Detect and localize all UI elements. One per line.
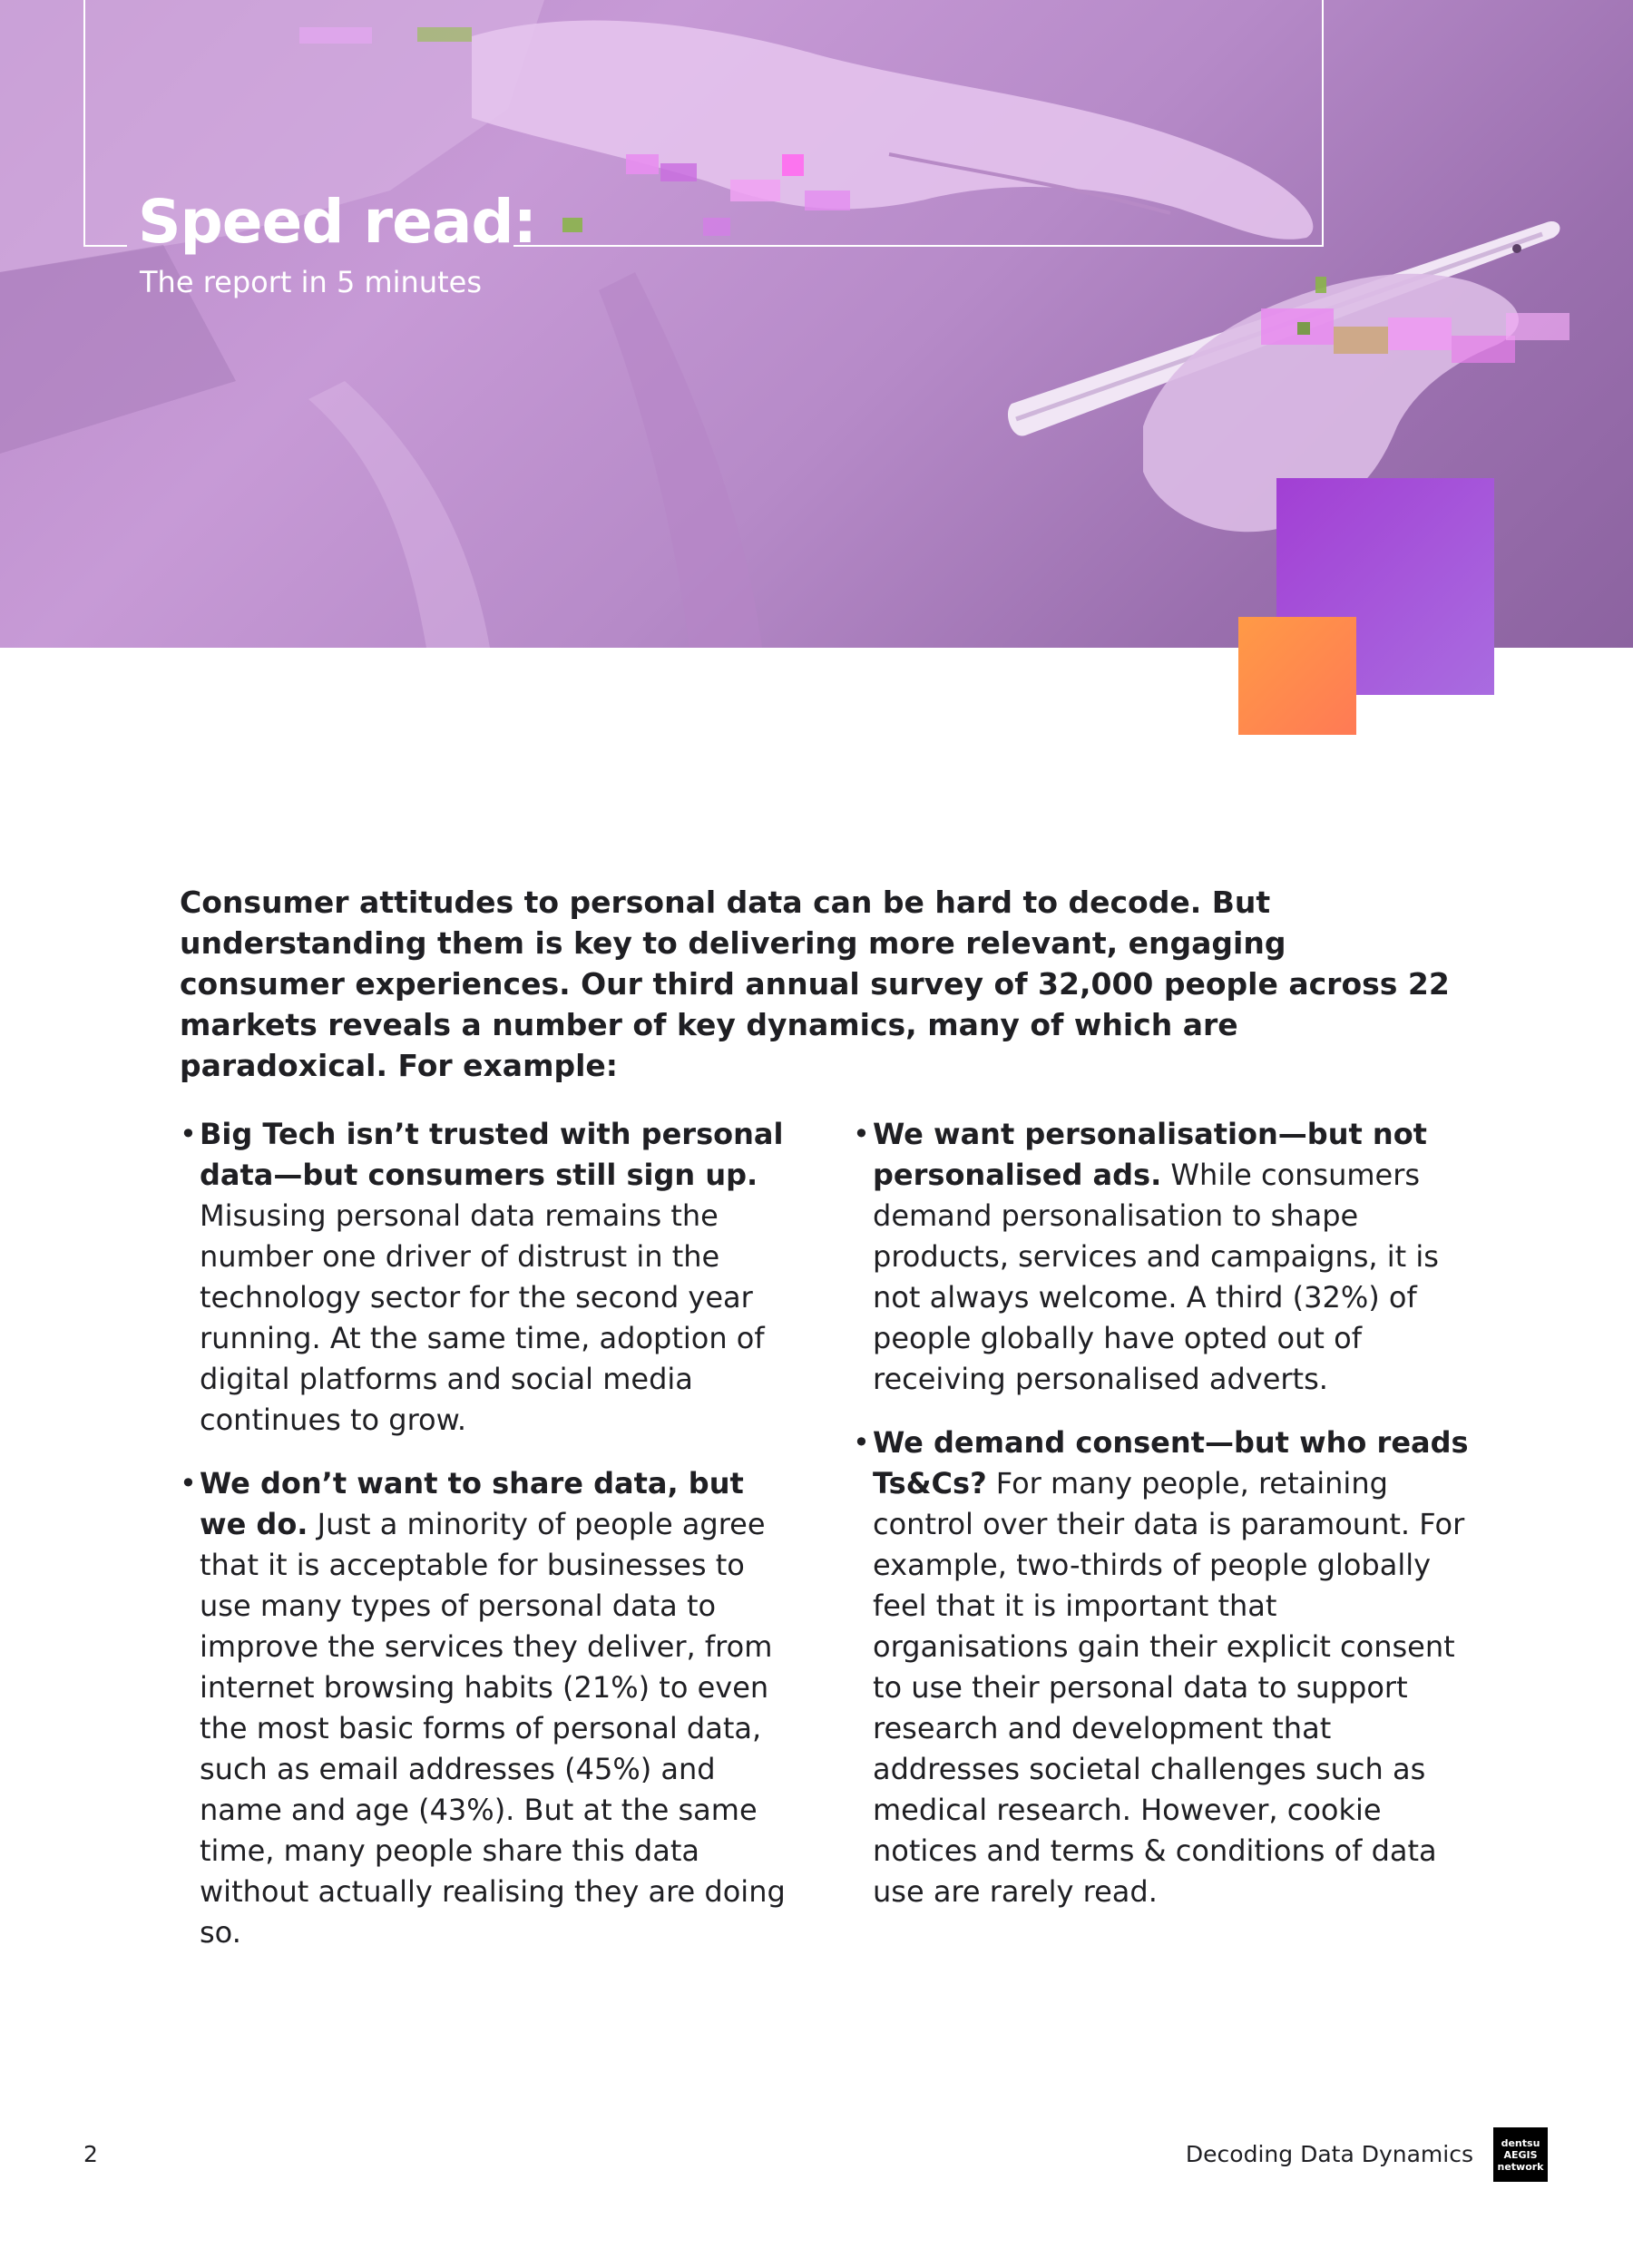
logo-line: network bbox=[1497, 2160, 1544, 2173]
bullet-body: Just a minority of people agree that it is acceptable for businesses to use many types of personal data to improve the services they deliver, from internet browsing habits (21%) to even the most basic forms of personal data, such as email addresses (45%) and name and age (43%). But at the same time, many people share this data without actually realising they are doing so. bbox=[200, 1507, 786, 1950]
bullet-item bbox=[853, 1422, 1470, 1912]
footer-report-title: Decoding Data Dynamics bbox=[1185, 2141, 1473, 2167]
bullet-item bbox=[180, 1463, 797, 1953]
page-number: 2 bbox=[83, 2141, 98, 2167]
bullet-item bbox=[180, 1114, 797, 1441]
bullet-dot-icon: • bbox=[853, 1117, 870, 1151]
bullet-lead: We want personalisation—but not personalised ads. bbox=[873, 1117, 1427, 1192]
bullet-body: While consumers demand personalisation to shape products, services and campaigns, it is not always welcome. A third (32%) of people globally have opted out of receiving personalised adverts. bbox=[873, 1158, 1439, 1396]
hero-frame-bottom-left bbox=[83, 245, 127, 247]
logo-line: dentsu bbox=[1501, 2136, 1540, 2149]
logo-line: AEGIS bbox=[1503, 2148, 1538, 2161]
decorative-orange-square bbox=[1238, 617, 1356, 735]
hero-frame-bottom-right bbox=[513, 245, 1324, 247]
bullet-lead: Big Tech isn’t trusted with personal data—but consumers still sign up. bbox=[200, 1117, 784, 1192]
left-column bbox=[180, 1114, 797, 1976]
bullet-lead: We demand consent—but who reads Ts&Cs? bbox=[873, 1425, 1469, 1501]
dentsu-aegis-logo bbox=[1493, 2127, 1548, 2182]
bullet-dot-icon: • bbox=[180, 1117, 197, 1151]
right-column bbox=[853, 1114, 1470, 1935]
intro-paragraph: Consumer attitudes to personal data can be hard to decode. But understanding them is key to delivering more relevant, engaging consumer experiences. Our third annual survey of 32,000 people across 22 markets reveals a number of key dynamics, many of which are paradoxical. For example: bbox=[180, 885, 1450, 1083]
bullet-dot-icon: • bbox=[180, 1466, 197, 1501]
hero-frame-right bbox=[1322, 0, 1324, 247]
bullet-lead: We don’t want to share data, but we do. bbox=[200, 1466, 744, 1541]
bullet-body: For many people, retaining control over their data is paramount. For example, two-thirds of people globally feel that it is important that organisations gain their explicit consent to use their personal data to support research and development that addresses societal challenges such as medical research. However, cookie notices and terms & conditions of data use are rarely read. bbox=[873, 1466, 1465, 1909]
page-subtitle: The report in 5 minutes bbox=[140, 265, 482, 299]
bullet-item bbox=[853, 1114, 1470, 1400]
page-title: Speed read: bbox=[138, 187, 537, 257]
bullet-dot-icon: • bbox=[853, 1425, 870, 1460]
bullet-body: Misusing personal data remains the number one driver of distrust in the technology sector for the second year running. At the same time, adoption of digital platforms and social media continues to grow. bbox=[200, 1198, 765, 1437]
hero-frame-left bbox=[83, 0, 85, 247]
